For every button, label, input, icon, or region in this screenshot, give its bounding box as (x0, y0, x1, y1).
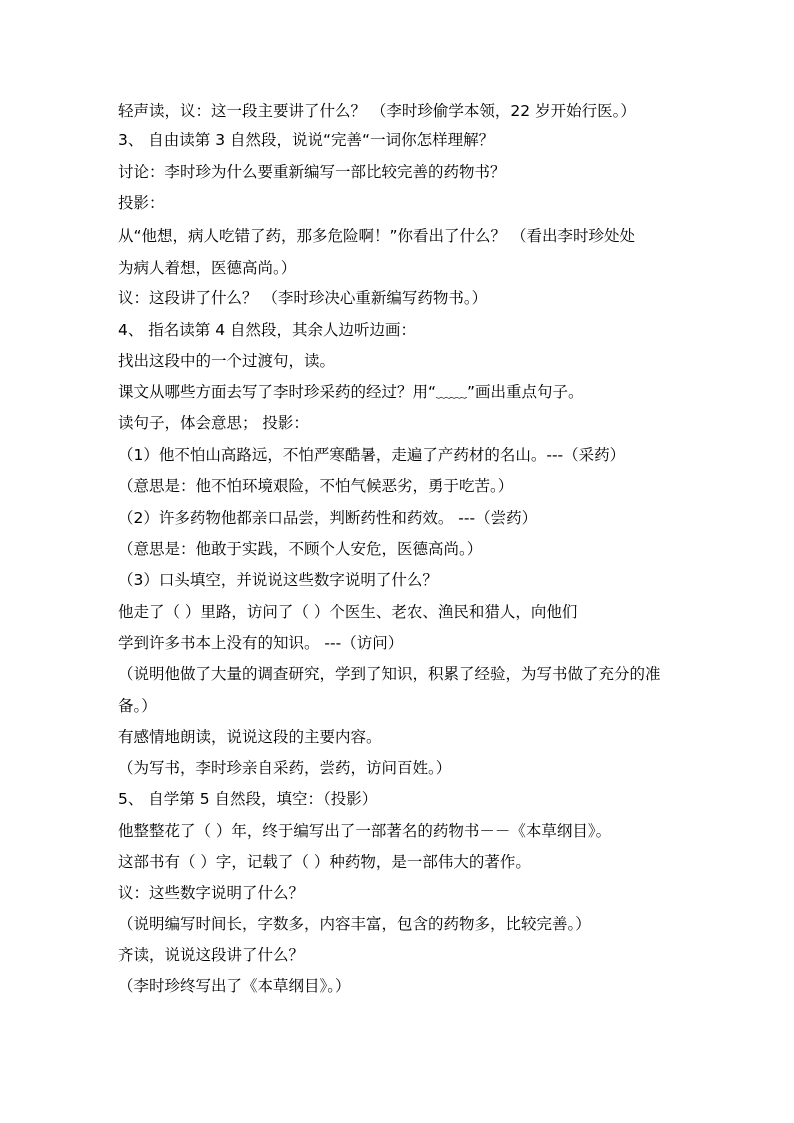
text-line: （意思是：他不怕环境艰险，不怕气候恶劣，勇于吃苦。） (118, 477, 514, 495)
text-line: （说明编写时间长，字数多，内容丰富，包含的药物多，比较完善。） (118, 915, 591, 933)
text-line: 从“他想，病人吃错了药，那多危险啊！”你看出了什么？ （看出李时珍处处 (118, 227, 635, 245)
text-line: 投影： (118, 194, 165, 212)
text-line: （说明他做了大量的调查研究，学到了知识，积累了经验，为写书做了充分的准 (118, 665, 661, 683)
text-line: 议：这些数字说明了什么？ (118, 884, 305, 902)
text-line: 有感情地朗读，说说这段的主要内容。 (118, 728, 382, 746)
text-line: 轻声读，议：这一段主要讲了什么？ （李时珍偷学本领，22 岁开始行医。） (118, 102, 636, 120)
text-line: 4、 指名读第 4 自然段，其余人边听边画： (118, 321, 417, 339)
text-line: 他走了（ ）里路，访问了（ ）个医生、老农、渔民和猎人，向他们 (118, 603, 578, 621)
text-line: 3、 自由读第 3 自然段，说说“完善“一词你怎样理解？ (118, 131, 495, 149)
text-line: （李时珍终写出了《本草纲目》。） (118, 977, 351, 995)
text-line: 为病人着想，医德高尚。） (118, 259, 297, 277)
text-line: （1）他不怕山高路远，不怕严寒酷暑，走遍了产药材的名山。---（采药） (118, 446, 626, 464)
text-line: 齐读，说说这段讲了什么？ (118, 946, 305, 964)
text-line: （3）口头填空，并说说这些数字说明了什么？ (118, 571, 438, 589)
text-line: 讨论：李时珍为什么要重新编写一部比较完善的药物书？ (118, 163, 506, 181)
text-line: 找出这段中的一个过渡句，读。 (118, 352, 336, 370)
text-line: 学到许多书本上没有的知识。 ---（访问） (118, 634, 404, 652)
text-line: （为写书，李时珍亲自采药，尝药，访问百姓。） (118, 759, 452, 777)
text-line: （意思是：他敢于实践，不顾个人安危，医德高尚。） (118, 540, 483, 558)
text-line: 这部书有（ ）字，记载了（ ）种药物，是一部伟大的著作。 (118, 853, 531, 871)
text-line: 读句子，体会意思； 投影： (118, 414, 309, 432)
text-line: 课文从哪些方面去写了李时珍采药的经过？用“﹏﹏”画出重点句子。 (118, 383, 584, 401)
text-line: （2）许多药物他都亲口品尝，判断药性和药效。 ---（尝药） (118, 509, 538, 527)
text-line: 备。） (118, 697, 157, 715)
text-line: 他整整花了（ ）年，终于编写出了一部著名的药物书－－《本草纲目》。 (118, 822, 612, 840)
text-line: 5、 自学第 5 自然段，填空：（投影） (118, 790, 378, 808)
text-line: 议：这段讲了什么？ （李时珍决心重新编写药物书。） (118, 289, 488, 307)
